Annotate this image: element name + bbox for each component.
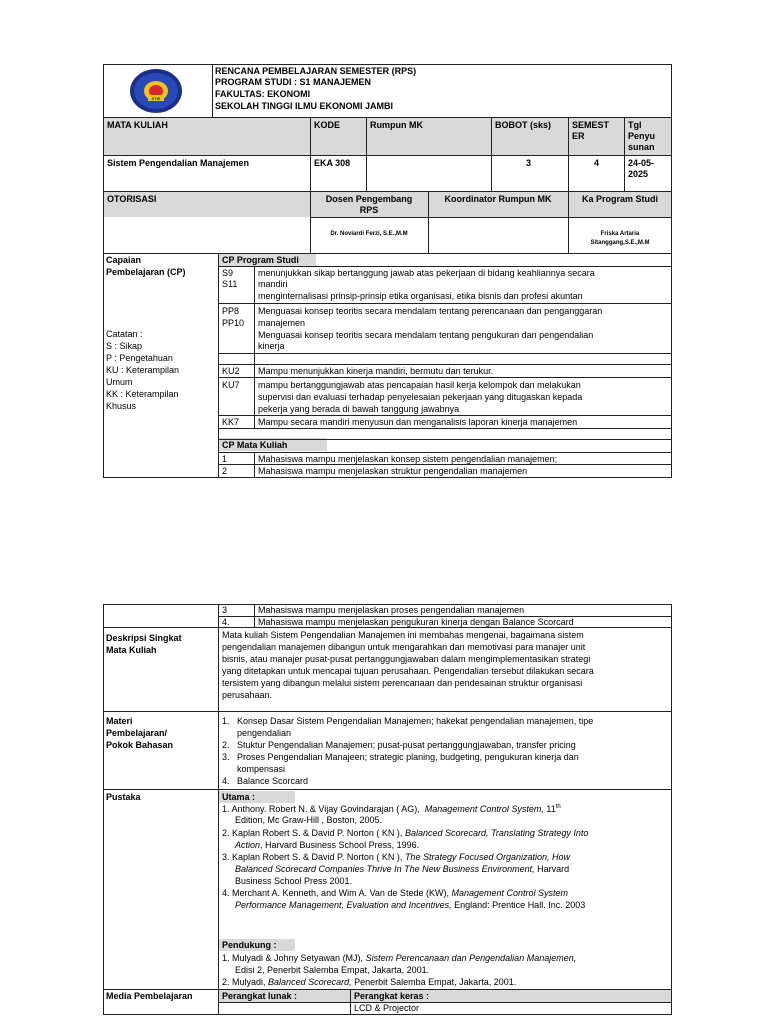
program-studi: PROGRAM STUDI : S1 MANAJEMEN xyxy=(215,77,372,87)
kaprodi-name-1: Friska Artaria xyxy=(600,231,640,237)
hardware-heading: Perangkat keras : xyxy=(354,991,430,1001)
deskripsi-line: Mata kuliah Sistem Pengendalian Manajemen ini membahas mengenai, bagaimana sistem xyxy=(222,630,584,640)
materi-text: kompensasi xyxy=(237,764,286,774)
catatan-line: KU : Keterampilan xyxy=(106,365,180,375)
cp-code: KU7 xyxy=(222,380,240,390)
cp-code: PP8 xyxy=(222,306,240,316)
cp-text: menginternalisasi prinsip-prinsip etika organisasi, etika bisnis dan profesi akuntan xyxy=(258,291,583,301)
cp-text: Menguasai konsep teoritis secara mendalam tentang pengukuran dan pengendalian xyxy=(258,330,594,340)
reference-1-cont: Edition, Mc Graw-Hill , Boston, 2005. xyxy=(235,815,383,825)
deskripsi-line: bisnis, atau manajer pusat-pusat pertanggungjawaban dalam mengimplementasikan strategi xyxy=(222,654,591,664)
institution: SEKOLAH TINGGI ILMU EKONOMI JAMBI xyxy=(215,101,394,111)
course-date-1: 24-05- xyxy=(628,158,655,168)
tgl-label-1: Tgl xyxy=(628,120,642,130)
materi-text: Proses Pengendalian Manajeen; strategic planing, budgeting, pengukuran kinerja dan xyxy=(237,752,579,762)
materi-text: Stuktur Pengendalian Manajemen; pusat-pusat pertanggungjawaban, transfer pricing xyxy=(237,740,576,750)
pendukung-heading: Pendukung : xyxy=(222,940,277,950)
deskripsi-line: pengendalian manajemen dibangun untuk mengarahkan dan memotivasi para manajer unit xyxy=(222,642,586,652)
cp-mk-heading: CP Mata Kuliah xyxy=(222,440,288,450)
reference-2-cont: Action, Harvard Business School Press, 1996. xyxy=(235,840,420,850)
catatan-line: Khusus xyxy=(106,401,137,411)
deskripsi-line: tersistem yang dibangun melalui sistem perencanaan dan pendesainan struktur organisasi xyxy=(222,678,583,688)
cp-code: KU2 xyxy=(222,366,240,376)
supporting-reference-2: 2. Mulyadi, Balanced Scorecard, Penerbit Salemba Empat, Jakarta, 2001. xyxy=(222,977,517,987)
catatan-line: Umum xyxy=(106,377,133,387)
tgl-label-2: Penyu xyxy=(628,131,656,141)
materi-no: 2. xyxy=(222,740,230,750)
utama-heading: Utama : xyxy=(222,792,256,802)
cp-code: S11 xyxy=(222,279,238,289)
koordinator-label: Koordinator Rumpun MK xyxy=(444,194,552,204)
cp-code: PP10 xyxy=(222,318,245,328)
course-date-2: 2025 xyxy=(628,169,649,179)
cp-text: manajemen xyxy=(258,318,306,328)
reference-3: 3. Kaplan Robert S. & David P. Norton ( KN ), The Strategy Focused Organization, How xyxy=(222,852,571,862)
materi-label: Pembelajaran/ xyxy=(106,728,168,738)
cp-text: kinerja xyxy=(258,341,285,351)
cp-text: menunjukkan sikap bertanggung jawab atas pekerjaan di bidang keahliannya secara xyxy=(258,268,595,278)
cpmk-no: 4. xyxy=(222,617,230,627)
materi-label: Pokok Bahasan xyxy=(106,740,174,750)
cpmk-no: 2 xyxy=(222,466,228,476)
deskripsi-label-2: Mata Kuliah xyxy=(106,645,157,655)
cp-text: mampu bertanggungjawab atas pencapaian hasil kerja kelompok dan melakukan xyxy=(258,380,581,390)
materi-no: 3. xyxy=(222,752,230,762)
cp-text: Menguasai konsep teoritis secara mendalam tentang perencanaan dan penganggaran xyxy=(258,306,603,316)
cpmk-text: Mahasiswa mampu menjelaskan pengukuran kinerja dengan Balance Scorcard xyxy=(258,617,574,627)
catatan-line: P : Pengetahuan xyxy=(106,353,173,363)
supporting-reference-1-cont: Edisi 2, Penerbit Salemba Empat, Jakarta, 2001. xyxy=(235,965,430,975)
cpmk-text: Mahasiswa mampu menjelaskan proses pengendalian manajemen xyxy=(258,605,525,615)
stie-logo xyxy=(129,68,183,114)
reference-2: 2. Kaplan Robert S. & David P. Norton ( KN ), Balanced Scorecard, Translating Strategy Into xyxy=(222,828,589,838)
svg-text:STIE: STIE xyxy=(151,96,161,101)
mata-kuliah-label: MATA KULIAH xyxy=(107,120,168,130)
semester-label-2: ER xyxy=(572,131,585,141)
supporting-reference-1: 1. Mulyadi & Johny Setyawan (MJ), Sistem Perencanaan dan Pengendalian Manajemen, xyxy=(222,953,577,963)
materi-text: Konsep Dasar Sistem Pengendalian Manajemen; hakekat pengendalian manajemen, tipe xyxy=(237,716,594,726)
reference-1: 1. Anthony. Robert N. & Vijay Govindarajan ( AG), Management Control System, 11th xyxy=(222,804,561,814)
cp-code: S9 xyxy=(222,268,234,278)
semester-label-1: SEMEST xyxy=(572,120,610,130)
course-bobot: 3 xyxy=(526,158,532,168)
cpmk-text: Mahasiswa mampu menjelaskan struktur pengendalian manajemen xyxy=(258,466,528,476)
capaian-label-2: Pembelajaran (CP) xyxy=(106,267,186,277)
deskripsi-label-1: Deskripsi Singkat xyxy=(106,633,182,643)
rumpun-label: Rumpun MK xyxy=(370,120,423,130)
capaian-label-1: Capaian xyxy=(106,255,142,265)
course-semester: 4 xyxy=(594,158,600,168)
catatan-line: Catatan : xyxy=(106,329,143,339)
course-name: Sistem Pengendalian Manajemen xyxy=(107,158,250,168)
cpmk-no: 1 xyxy=(222,454,228,464)
cpmk-no: 3 xyxy=(222,605,228,615)
otorisasi-label: OTORISASI xyxy=(107,194,157,204)
catatan-line: KK : Keterampilan xyxy=(106,389,179,399)
dosen-name: Dr. Noviardi Ferzi, S.E.,M.M xyxy=(330,231,408,237)
fakultas: FAKULTAS: EKONOMI xyxy=(215,89,311,99)
cp-text: mandiri xyxy=(258,279,288,289)
media-label: Media Pembelajaran xyxy=(106,991,193,1001)
software-heading: Perangkat lunak : xyxy=(222,991,298,1001)
reference-3-cont: Business School Press 2001. xyxy=(235,876,353,886)
catatan-line: S : Sikap xyxy=(106,341,143,351)
deskripsi-line: yang ditetapkan untuk mencapai tujuan perusahaan. Pengendalian tersebut dilakukan secara xyxy=(222,666,594,676)
pustaka-label: Pustaka xyxy=(106,792,141,802)
kode-label: KODE xyxy=(314,120,341,130)
materi-no: 4. xyxy=(222,776,230,786)
tgl-label-3: sunan xyxy=(628,142,655,152)
course-code: EKA 308 xyxy=(314,158,351,168)
cp-text: supervisi dan evaluasi terhadap penyelesaian pekerjaan yang ditugaskan kepada xyxy=(258,392,583,402)
cp-text: Mampu menunjukkan kinerja mandiri, bermutu dan terukur. xyxy=(258,366,494,376)
materi-text: pengendalian xyxy=(237,728,292,738)
cpmk-text: Mahasiswa mampu menjelaskan konsep sistem pengendalian manajemen; xyxy=(258,454,558,464)
materi-label: Materi xyxy=(106,716,133,726)
materi-text: Balance Scorcard xyxy=(237,776,309,786)
hardware-item: LCD & Projector xyxy=(354,1003,420,1013)
kaprodi-label: Ka Program Studi xyxy=(581,194,658,204)
materi-no: 1. xyxy=(222,716,230,726)
reference-4-cont: Performance Management, Evaluation and Incentives, England: Prentice Hall. Inc. 2003 xyxy=(235,900,586,910)
deskripsi-line: perusahaan. xyxy=(222,690,273,700)
cp-prodi-heading: CP Program Studi xyxy=(222,255,299,265)
cp-text: pekerja yang berada di bawah tanggung jawabnya xyxy=(258,404,460,414)
cp-text: Mampu secara mandiri menyusun dan menganalisis laporan kinerja manajemen xyxy=(258,417,578,427)
dosen-label-2: RPS xyxy=(359,205,379,215)
kaprodi-name-2: Sitanggang,S.E.,M.M xyxy=(590,240,650,246)
bobot-label: BOBOT (sks) xyxy=(495,120,552,130)
dosen-label-1: Dosen Pengembang xyxy=(325,194,413,204)
cp-code: KK7 xyxy=(222,417,240,427)
rps-title: RENCANA PEMBELAJARAN SEMESTER (RPS) xyxy=(215,66,417,76)
reference-3-cont: Balanced Scorecard Companies Thrive In The New Business Environment, Harvard xyxy=(235,864,570,874)
reference-4: 4. Merchant A. Kenneth, and Wim A. Van de Stede (KW), Management Control System xyxy=(222,888,569,898)
